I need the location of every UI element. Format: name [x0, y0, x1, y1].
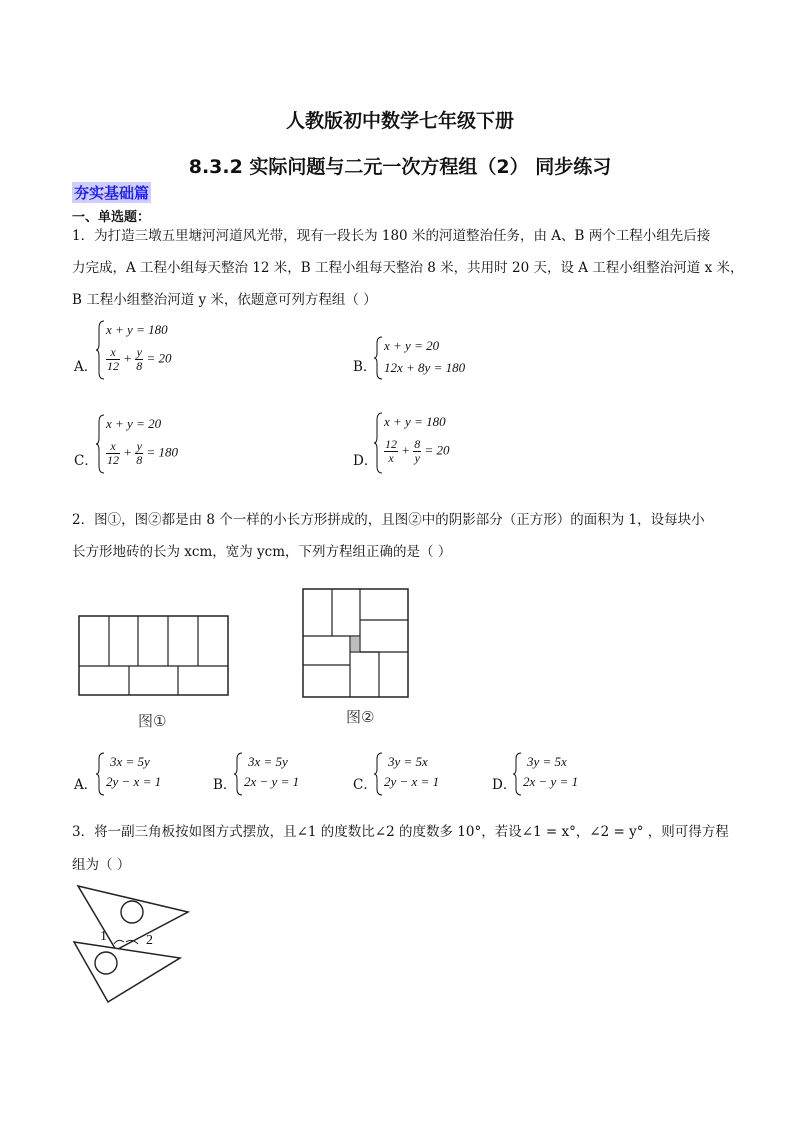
q2-option-c-system — [374, 752, 474, 796]
q2-c-eq2: 2y − x = 1 — [384, 774, 440, 789]
q3-line1: 3．将一副三角板按如图方式摆放，且∠1 的度数比∠2 的度数多 10°，若设∠1 = x°，∠2 = y° ，则可得方程 — [72, 824, 729, 840]
q2-d-eq2: 2x − y = 1 — [523, 774, 579, 789]
q1-c-eq1: x + y = 20 — [106, 416, 162, 431]
section-subheading: 一、单选题： — [72, 210, 151, 225]
q1-a-eq1: x + y = 180 — [106, 322, 168, 337]
q1-line3: B 工程小组整治河道 y 米，依题意可列方程组（ ） — [72, 292, 377, 308]
q2-b-eq2: 2x − y = 1 — [244, 774, 300, 789]
q2-option-b-letter: B． — [213, 777, 237, 793]
brace-icon — [374, 752, 384, 796]
q1-option-d-system — [374, 412, 484, 476]
q1-option-d-letter: D． — [353, 453, 378, 469]
figure-2-tiling — [302, 588, 410, 700]
q1-option-a-letter: A． — [74, 359, 98, 375]
figure-1-tiling — [78, 615, 230, 697]
page-title: 人教版初中数学七年级下册 — [285, 110, 514, 132]
q2-option-a-letter: A． — [74, 777, 98, 793]
q2-option-d-system — [513, 752, 613, 796]
angle-1-label: 1 — [100, 929, 107, 944]
q3-line2: 组为（ ） — [72, 857, 131, 873]
q2-option-b-system — [234, 752, 334, 796]
q1-option-c-letter: C． — [74, 453, 98, 469]
q1-c-eq2: $\frac{x}{12}$ + $\frac{y}{8}$ = 180 — [107, 439, 179, 467]
q2-option-c-letter: C． — [353, 777, 377, 793]
q2-line2: 长方形地砖的长为 xcm，宽为 ycm，下列方程组正确的是（ ） — [72, 544, 452, 560]
q1-d-eq1: x + y = 180 — [384, 414, 446, 429]
q1-option-c-system — [96, 414, 206, 476]
q1-b-eq2: 12x + 8y = 180 — [384, 360, 466, 375]
q2-option-a-system — [96, 752, 196, 796]
q2-c-eq1: 3y = 5x — [388, 754, 428, 769]
brace-icon — [96, 752, 106, 796]
q1-line1: 1．为打造三墩五里塘河河道风光带，现有一段长为 180 米的河道整治任务，由 A、B 两个工程小组先后接 — [72, 228, 711, 244]
q1-option-b-letter: B． — [353, 359, 377, 375]
q1-a-eq2: $\frac{x}{12}$ + $\frac{y}{8}$ = 20 — [107, 345, 172, 373]
q2-option-d-letter: D． — [492, 777, 517, 793]
q1-option-a-system — [96, 320, 206, 382]
q1-option-b-system — [374, 336, 494, 380]
brace-icon — [96, 320, 106, 380]
q1-d-eq2: $\frac{12}{x}$ + $\frac{8}{y}$ = 20 — [385, 437, 450, 465]
q2-a-eq1: 3x = 5y — [110, 754, 150, 769]
section-tag: 夯实基础篇 — [74, 184, 150, 202]
brace-icon — [374, 412, 384, 474]
brace-icon — [374, 336, 384, 380]
q2-d-eq1: 3y = 5x — [527, 754, 567, 769]
figure-1-caption: 图① — [138, 712, 167, 730]
q1-b-eq1: x + y = 20 — [384, 338, 440, 353]
brace-icon — [513, 752, 523, 796]
q2-line1: 2．图①，图②都是由 8 个一样的小长方形拼成的，且图②中的阴影部分（正方形）的面积为 1，设每块小 — [72, 512, 705, 528]
q2-b-eq1: 3x = 5y — [248, 754, 288, 769]
q1-line2: 力完成，A 工程小组每天整治 12 米，B 工程小组每天整治 8 米，共用时 20 天，设 A 工程小组整治河道 x 米， — [72, 260, 744, 276]
page-subtitle: 8.3.2 实际问题与二元一次方程组（2） 同步练习 — [188, 156, 612, 178]
figure-3-set-squares — [70, 880, 200, 1010]
figure-2-caption: 图② — [346, 708, 375, 726]
q2-a-eq2: 2y − x = 1 — [106, 774, 162, 789]
brace-icon — [96, 414, 106, 474]
angle-2-label: 2 — [146, 933, 153, 948]
brace-icon — [234, 752, 244, 796]
